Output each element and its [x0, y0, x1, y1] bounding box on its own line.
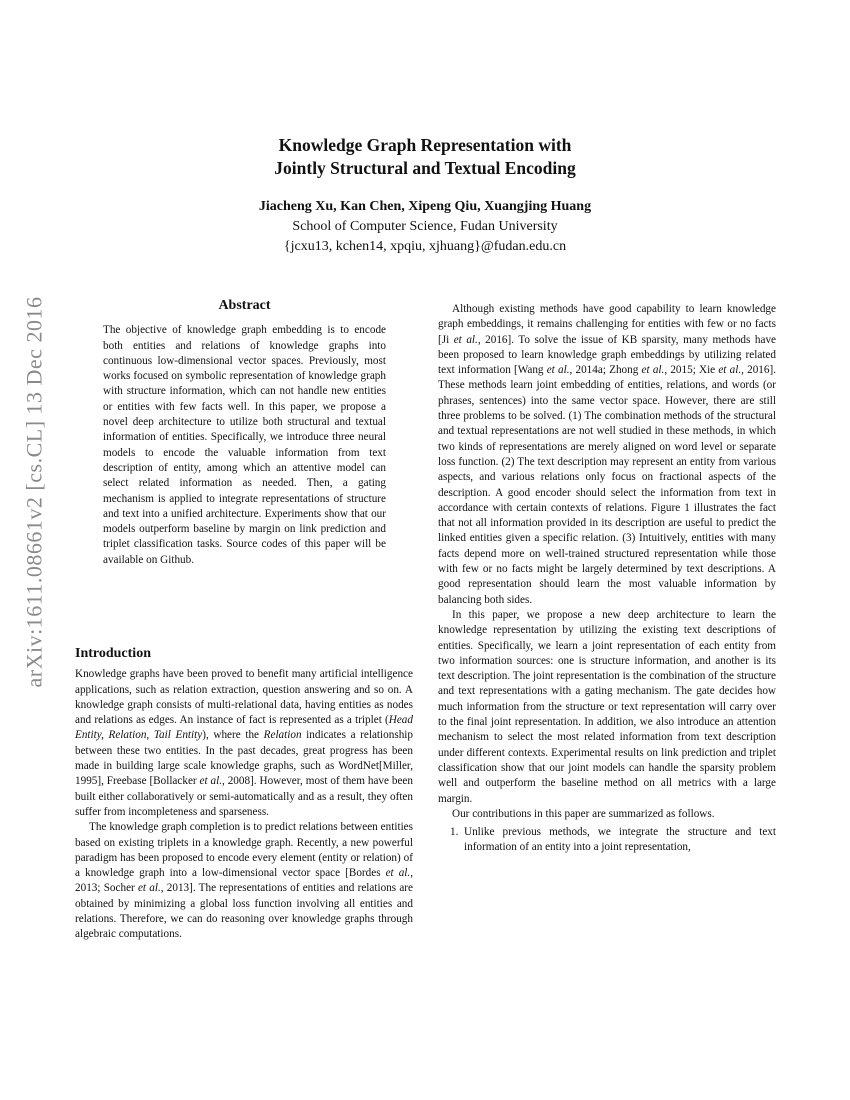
introduction-right-column [438, 302, 776, 856]
abstract-text: The objective of knowledge graph embedding is to encode both entities and relations of knowledge graphs into continuous low-dimensional vector spaces. Previously, most works focused on symbolic representation of knowledge graph with structure information, which can not handle new entities or entities with few facts well. In this paper, we propose a novel deep architecture to utilize both structural and textual information of entities. Specifically, we introduce three neural models to encode the valuable information from text description of entity, among which an attentive model can select related information as needed. Then, a gating mechanism is applied to integrate representations of structure and text into a unified architecture. Experiments show that our models outperform baseline by margin on link prediction and triplet classification tasks. Source codes of this paper will be available on Github. [103, 324, 386, 566]
intro-paragraph-4: In this paper, we propose a new deep architecture to learn the knowledge representation by utilizing the existing text descriptions of entities. Specifically, we learn a joint representation of each entity from two information sources: one is structure information, and another is its text description. The joint representation is the combination of the structure and text representations with a gating mechanism. The gate decides how much information from the structure or text representation will carry over to the final joint representation. In addition, we also introduce an attention mechanism to select the most related information from text description under different contexts. Experimental results on link prediction and triplet classification show that our joint models can handle the sparsity problem well and outperform the baseline method on all metrics with a large margin. [438, 608, 776, 805]
list-number: 1. [450, 826, 459, 839]
author-emails: {jcxu13, kchen14, xpqiu, xjhuang}@fudan.edu.cn [283, 239, 567, 254]
title-line-2: Jointly Structural and Textual Encoding [274, 158, 576, 178]
abstract-section [103, 298, 386, 568]
affiliation: School of Computer Science, Fudan University [292, 219, 558, 234]
authors: Jiacheng Xu, Kan Chen, Xipeng Qiu, Xuangjing Huang [258, 199, 592, 214]
paper-title [0, 134, 850, 180]
title-line-1: Knowledge Graph Representation with [278, 135, 572, 155]
paper-header [0, 134, 850, 257]
intro-paragraph-2: The knowledge graph completion is to predict relations between entities based on existing triplets in a knowledge graph. Recently, a new powerful paradigm has been proposed to encode every element (entity or relation) of a knowledge graph into a low-dimensional vector space [Bordes et al., 2013; Socher et al., 2013]. The representations of entities and relations are obtained by minimizing a global loss function involving all entities and relations. Therefore, we can do reasoning over knowledge graphs through algebraic computations. [75, 821, 413, 941]
intro-paragraph-5: Our contributions in this paper are summarized as follows. [452, 807, 715, 820]
arxiv-stamp [4, 292, 64, 692]
contribution-list-item [438, 825, 776, 856]
abstract-heading: Abstract [218, 298, 271, 313]
introduction-heading: Introduction [75, 646, 151, 661]
intro-paragraph-1: Knowledge graphs have been proved to benefit many artificial intelligence applications, such as relation extraction, question answering and so on. A knowledge graph consists of multi-relational data, having entities as nodes and relations as edges. An instance of fact is represented as a triplet (Head Entity, Relation, Tail Entity), where the Relation indicates a relationship between these two entities. In the past decades, great progress has been made in building large scale knowledge graphs, such as WordNet[Miller, 1995], Freebase [Bollacker et al., 2008]. However, most of them have been built either collaboratively or semi-automatically and as a result, they often suffer from incompleteness and sparseness. [75, 668, 413, 818]
introduction-left-column [75, 646, 413, 943]
list-item-text: Unlike previous methods, we integrate the structure and text information of an entity into a joint representation, [464, 826, 776, 854]
intro-paragraph-3: Although existing methods have good capability to learn knowledge graph embeddings, it remains challenging for entities with few or no facts [Ji et al., 2016]. To solve the issue of KB sparsity, many methods have been proposed to learn knowledge graph embeddings by utilizing related text information [Wang et al., 2014a; Zhong et al., 2015; Xie et al., 2016]. These methods learn joint embedding of entities, relations, and words (or phrases, sentences) into the same vector space. However, there are still three problems to be solved. (1) The combination methods of the structural and textual representations are not well studied in these methods, in which two kinds of representations are merely aligned on word level or separate loss function. (2) The text description may represent an entity from various aspects, and various relations only focus on fractional aspects of the description. A good encoder should select the information from text in accordance with certain contexts of relations. Figure 1 illustrates the fact that not all information provided in its description are useful to predict the linked entities given a specific relation. (3) Intuitively, entities with many facts depend more on well-trained structured representation while those with few or no facts might be largely determined by text descriptions. A good representation should learn the most valuable information by balancing both sides. [438, 303, 777, 606]
arxiv-stamp-text: arXiv:1611.08661v2 [cs.CL] 13 Dec 2016 [21, 296, 46, 688]
